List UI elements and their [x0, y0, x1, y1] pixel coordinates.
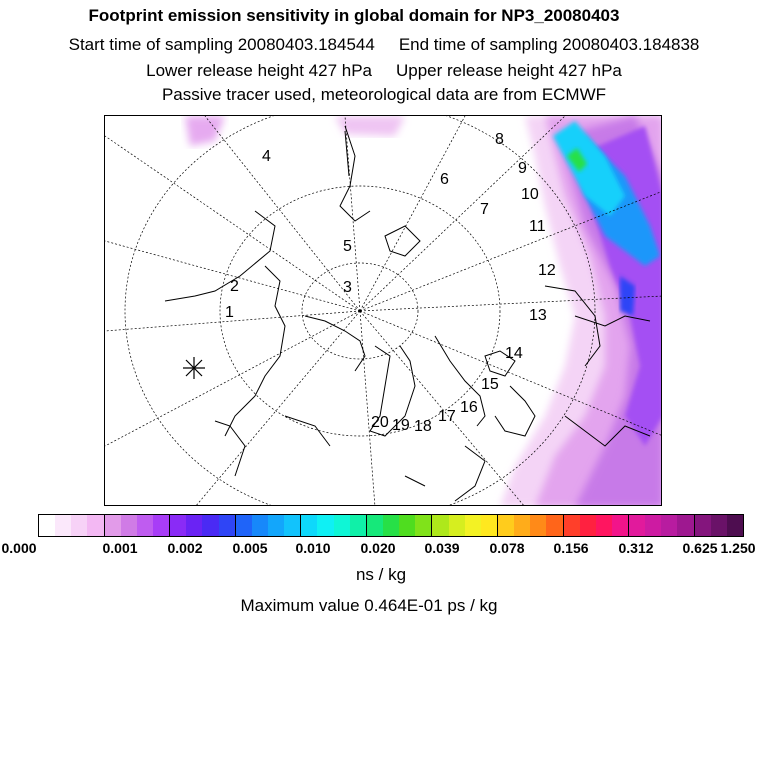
scale-tick: 0.078	[489, 540, 525, 556]
scale-tick: 0.001	[102, 540, 138, 556]
color-scale-cell	[530, 515, 546, 536]
units-label: ns / kg	[355, 565, 407, 584]
color-scale-cell	[284, 515, 300, 536]
color-scale-cell	[186, 515, 202, 536]
color-scale-cell	[580, 515, 596, 536]
color-scale-cell	[317, 515, 333, 536]
tracer-note: Passive tracer used, meteorological data are from ECMWF	[161, 85, 607, 104]
color-scale-cell	[153, 515, 169, 536]
max-value-label: Maximum value 0.464E-01 ps / kg	[240, 596, 498, 615]
trajectory-label: 3	[343, 279, 352, 296]
color-scale-cell	[87, 515, 103, 536]
color-scale-cell	[465, 515, 481, 536]
color-scale-cell	[350, 515, 366, 536]
scale-tick: 0.039	[424, 540, 460, 556]
map-canvas	[105, 116, 662, 506]
color-scale-cell	[300, 515, 317, 536]
trajectory-label: 1	[225, 304, 234, 321]
trajectory-label: 11	[529, 218, 546, 235]
trajectory-label: 16	[460, 399, 478, 416]
color-scale-cell	[449, 515, 465, 536]
scale-tick: 0.312	[618, 540, 654, 556]
color-scale-cell	[399, 515, 415, 536]
color-scale-cell	[121, 515, 137, 536]
trajectory-label: 2	[230, 278, 239, 295]
upper-height-label: Upper release height 427 hPa	[396, 61, 622, 80]
color-scale-cell	[268, 515, 284, 536]
color-scale-cell	[727, 515, 743, 536]
trajectory-label: 19	[392, 417, 410, 434]
trajectory-label: 4	[262, 148, 271, 165]
scale-tick: 0.156	[553, 540, 589, 556]
color-scale-bar	[38, 514, 744, 537]
color-scale-cell	[366, 515, 383, 536]
color-scale-cell	[431, 515, 448, 536]
color-scale-cell	[596, 515, 612, 536]
scale-tick: 0.005	[232, 540, 268, 556]
color-scale-cell	[71, 515, 87, 536]
scale-tick: 0.000	[1, 540, 37, 556]
color-scale-cell	[546, 515, 562, 536]
scale-tick: 0.010	[295, 540, 331, 556]
trajectory-labels	[225, 131, 556, 435]
color-scale-ticks	[0, 540, 768, 558]
trajectory-label: 14	[505, 345, 523, 362]
trajectory-label: 20	[371, 414, 389, 431]
color-scale-cell	[383, 515, 399, 536]
footprint-map	[104, 115, 662, 506]
color-scale-cell	[202, 515, 218, 536]
release-heights	[0, 61, 768, 81]
color-scale-cell	[677, 515, 693, 536]
scale-tick: 0.002	[167, 540, 203, 556]
asterisk-icon	[183, 357, 205, 379]
color-scale-cell	[252, 515, 268, 536]
color-scale-cell	[661, 515, 677, 536]
color-scale-cell	[137, 515, 153, 536]
trajectory-label: 18	[414, 418, 432, 435]
sampling-times	[0, 35, 768, 55]
color-scale-cell	[497, 515, 514, 536]
trajectory-label: 9	[518, 160, 527, 177]
trajectory-label: 13	[529, 307, 547, 324]
scale-tick: 1.250	[720, 540, 756, 556]
trajectory-label: 17	[438, 408, 456, 425]
color-scale-cell	[481, 515, 497, 536]
color-scale-cell	[235, 515, 252, 536]
lower-height-label: Lower release height 427 hPa	[146, 61, 372, 80]
color-scale-cell	[169, 515, 186, 536]
color-scale-cell	[415, 515, 431, 536]
trajectory-label: 15	[481, 376, 499, 393]
start-time-label: Start time of sampling 20080403.184544	[68, 35, 375, 54]
color-scale-cell	[514, 515, 530, 536]
color-scale-cell	[55, 515, 71, 536]
color-scale-cell	[563, 515, 580, 536]
scale-tick: 0.020	[360, 540, 396, 556]
trajectory-label: 12	[538, 262, 556, 279]
end-time-label: End time of sampling 20080403.184838	[398, 35, 700, 54]
color-scale-cell	[39, 515, 55, 536]
scale-tick: 0.625	[682, 540, 718, 556]
color-scale-cell	[628, 515, 645, 536]
color-scale-cell	[334, 515, 350, 536]
color-scale-cell	[694, 515, 711, 536]
color-scale-cell	[219, 515, 235, 536]
color-scale-cell	[612, 515, 628, 536]
map-title: Footprint emission sensitivity in global domain for NP3_20080403	[88, 6, 620, 25]
trajectory-label: 6	[440, 171, 449, 188]
trajectory-label: 10	[521, 186, 539, 203]
trajectory-label: 5	[343, 238, 352, 255]
trajectory-label: 8	[495, 131, 504, 148]
trajectory-label: 7	[480, 201, 489, 218]
color-scale-cell	[104, 515, 121, 536]
color-scale-cell	[711, 515, 727, 536]
color-scale-cell	[645, 515, 661, 536]
